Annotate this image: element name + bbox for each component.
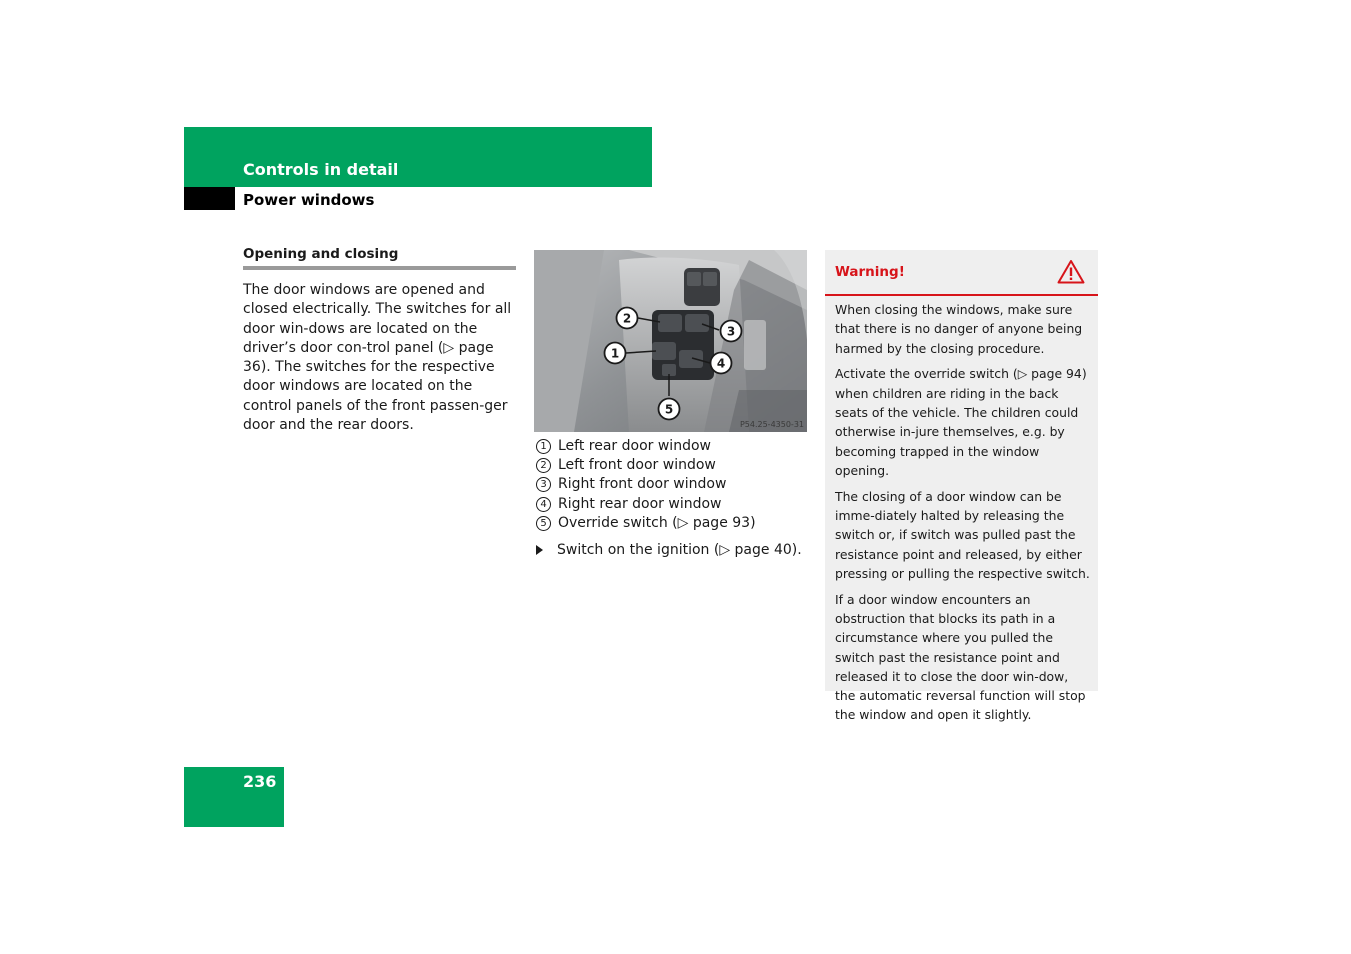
warning-paragraph: The closing of a door window can be imme-diately halted by releasing the switch or, if switch was pulled past the resistance point and released, by either pressing or pulling the respective switch. [835, 488, 1090, 581]
legend-number: 2 [536, 458, 551, 473]
instruction-text: Switch on the ignition (▷ page 40). [557, 542, 802, 558]
page-number: 236 [243, 772, 277, 791]
warning-paragraph: When closing the windows, make sure that there is no danger of anyone being harmed by the closing procedure. [835, 302, 1083, 356]
callout-5 [659, 399, 680, 420]
legend-number: 5 [536, 516, 551, 531]
section-marker [184, 187, 235, 210]
svg-text:3: 3 [726, 324, 736, 339]
svg-text:1: 1 [610, 346, 620, 361]
legend-number: 4 [536, 497, 551, 512]
legend-text: Left front door window [558, 457, 716, 474]
callout-4 [711, 353, 732, 374]
opening-closing-heading: Opening and closing [243, 246, 516, 270]
section-title: Controls in detail [243, 160, 399, 179]
warning-triangle-icon [1057, 259, 1085, 284]
legend-item [534, 456, 824, 475]
legend-item [534, 437, 824, 456]
callout-2 [617, 308, 638, 329]
legend-item [534, 475, 824, 494]
legend-number: 3 [536, 477, 551, 492]
image-code: P54.25-4350-31 [739, 420, 804, 429]
legend-text: Right rear door window [558, 495, 722, 512]
power-window-switch-photo [534, 250, 807, 432]
svg-text:2: 2 [622, 311, 632, 326]
callout-1 [605, 343, 626, 364]
warning-paragraph: Activate the override switch (▷ page 94) when children are riding in the back seats of the vehicle. The children could otherwise in-jure themselves, e.g. by becoming trapped in the window opening. [835, 366, 1087, 478]
legend-text: Override switch (▷ page 93) [558, 514, 756, 531]
subsection-title: Power windows [243, 191, 375, 209]
figure-legend [534, 437, 824, 533]
svg-text:5: 5 [664, 402, 674, 417]
legend-item [534, 514, 824, 533]
warning-box [825, 250, 1098, 723]
svg-text:4: 4 [716, 356, 726, 371]
legend-text: Right front door window [558, 476, 727, 493]
warning-label: Warning! [835, 264, 905, 280]
intro-paragraph: The door windows are opened and closed electrically. The switches for all door win-dows are located on the driver’s door con-trol panel (▷ page 36). The switches for the respective door windows are located on the control panels of the front passen-ger door and the rear doors. [243, 282, 512, 434]
instruction-step [534, 542, 802, 558]
warning-text [835, 300, 1091, 731]
callout-3 [721, 321, 742, 342]
legend-item [534, 495, 824, 514]
bullet-arrow-icon [536, 545, 543, 555]
warning-paragraph: If a door window encounters an obstruction that blocks its path in a circumstance where you pulled the switch past the resistance point and released it to close the door win-dow, the automatic reversal function will stop the window and open it slightly. [835, 591, 1086, 723]
warning-header [825, 250, 1098, 296]
legend-text: Left rear door window [558, 438, 711, 454]
legend-number: 1 [536, 439, 551, 454]
